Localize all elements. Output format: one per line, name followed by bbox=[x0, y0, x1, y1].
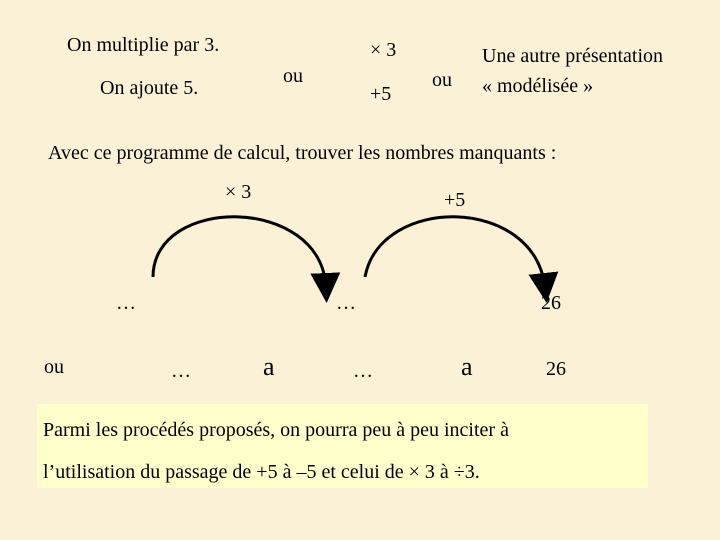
row-blank-1: … bbox=[171, 360, 191, 382]
step2-text: On ajoute 5. bbox=[100, 77, 199, 99]
diagram-blank-2: … bbox=[336, 292, 356, 314]
row-result: 26 bbox=[546, 358, 566, 380]
diagram-result: 26 bbox=[541, 292, 561, 314]
diagram-multiply-3-label: × 3 bbox=[225, 181, 252, 203]
diagram-blank-1: … bbox=[116, 292, 136, 314]
ou-label: ou bbox=[283, 65, 303, 87]
row-arrow-icon-2: a bbox=[461, 352, 473, 381]
task-text: Avec ce programme de calcul, trouver les nombres manquants : bbox=[48, 142, 557, 164]
arc-arrow-2 bbox=[365, 217, 545, 288]
step1-text: On multiplie par 3. bbox=[67, 34, 220, 56]
arc-arrow-1 bbox=[153, 217, 326, 288]
model-title-line1: Une autre présentation bbox=[482, 45, 664, 67]
model-title-line2: « modélisée » bbox=[482, 75, 594, 97]
ou-label: ou bbox=[44, 356, 64, 378]
row-blank-2: … bbox=[353, 360, 373, 382]
ou-label: ou bbox=[432, 69, 452, 91]
row-arrow-icon-1: a bbox=[263, 352, 275, 381]
note-line-2: l’utilisation du passage de +5 à –5 et celui de × 3 à ÷3. bbox=[43, 461, 480, 483]
note-line-1: Parmi les procédés proposés, on pourra peu à peu inciter à bbox=[43, 419, 509, 441]
note-box bbox=[37, 404, 648, 488]
diagram-plus-5-label: +5 bbox=[444, 189, 466, 211]
multiply-3-label: × 3 bbox=[370, 39, 397, 61]
plus-5-label: +5 bbox=[370, 83, 392, 105]
